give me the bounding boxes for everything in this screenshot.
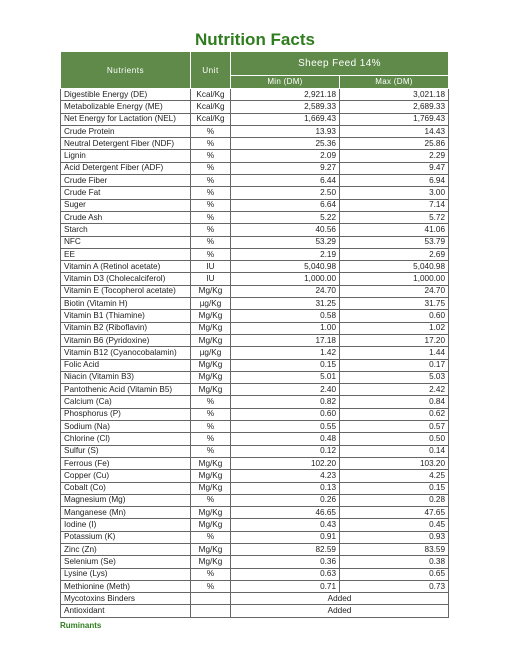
max-header: Max (DM) <box>340 75 449 88</box>
min-value: 102.20 <box>231 457 340 469</box>
table-row <box>61 519 449 531</box>
max-value: 0.57 <box>340 421 449 433</box>
nutrient-name: Crude Fiber <box>61 175 191 187</box>
table-row <box>61 199 449 211</box>
nutrient-unit: % <box>191 421 231 433</box>
table-row <box>61 580 449 592</box>
nutrient-unit: Mg/Kg <box>191 371 231 383</box>
min-value: 25.36 <box>231 138 340 150</box>
max-value: 17.20 <box>340 334 449 346</box>
nutrient-name: EE <box>61 248 191 260</box>
max-value: 103.20 <box>340 457 449 469</box>
max-value: 24.70 <box>340 285 449 297</box>
max-value: 3,021.18 <box>340 89 449 101</box>
nutrient-unit: IU <box>191 273 231 285</box>
min-value: 5,040.98 <box>231 261 340 273</box>
min-value: 0.12 <box>231 445 340 457</box>
min-value: 2.40 <box>231 384 340 396</box>
table-row <box>61 556 449 568</box>
max-value: 2.69 <box>340 248 449 260</box>
table-row <box>61 248 449 260</box>
nutrient-name: Vitamin B6 (Pyridoxine) <box>61 334 191 346</box>
nutrient-unit: Mg/Kg <box>191 470 231 482</box>
table-row <box>61 482 449 494</box>
min-value: 0.15 <box>231 359 340 371</box>
table-row <box>61 322 449 334</box>
max-value: 0.45 <box>340 519 449 531</box>
nutrient-unit: Mg/Kg <box>191 556 231 568</box>
max-value: 0.62 <box>340 408 449 420</box>
nutrient-name: Crude Ash <box>61 211 191 223</box>
nutrient-unit: Kcal/Kg <box>191 113 231 125</box>
min-value: 2.19 <box>231 248 340 260</box>
nutrient-name: Vitamin A (Retinol acetate) <box>61 261 191 273</box>
max-value: 31.75 <box>340 298 449 310</box>
max-value: 53.79 <box>340 236 449 248</box>
max-value: 2.42 <box>340 384 449 396</box>
max-value: 25.86 <box>340 138 449 150</box>
table-row <box>61 101 449 113</box>
nutrient-name: Pantothenic Acid (Vitamin B5) <box>61 384 191 396</box>
min-value: 1,669.43 <box>231 113 340 125</box>
nutrient-unit: Mg/Kg <box>191 322 231 334</box>
nutrient-name: Iodine (I) <box>61 519 191 531</box>
min-value: 0.13 <box>231 482 340 494</box>
max-value: 41.06 <box>340 224 449 236</box>
table-row <box>61 125 449 137</box>
max-value: 0.17 <box>340 359 449 371</box>
table-row <box>61 187 449 199</box>
nutrient-name: Vitamin B1 (Thiamine) <box>61 310 191 322</box>
max-value: 5.03 <box>340 371 449 383</box>
table-row <box>61 162 449 174</box>
table-header <box>61 52 449 89</box>
table-row <box>61 89 449 101</box>
nutrient-name: Vitamin D3 (Cholecalciferol) <box>61 273 191 285</box>
max-value: 0.15 <box>340 482 449 494</box>
nutrient-unit: % <box>191 187 231 199</box>
table-row <box>61 150 449 162</box>
max-value: 0.60 <box>340 310 449 322</box>
max-value: 6.94 <box>340 175 449 187</box>
nutrient-unit: IU <box>191 261 231 273</box>
max-value: 0.50 <box>340 433 449 445</box>
min-value: 53.29 <box>231 236 340 248</box>
nutrient-unit: Kcal/Kg <box>191 89 231 101</box>
nutrient-name: Folic Acid <box>61 359 191 371</box>
max-value: 4.25 <box>340 470 449 482</box>
additive-unit <box>191 605 231 617</box>
nutrient-unit: Mg/Kg <box>191 519 231 531</box>
nutrient-unit: Mg/Kg <box>191 359 231 371</box>
max-value: 3.00 <box>340 187 449 199</box>
min-value: 1.00 <box>231 322 340 334</box>
table-row <box>61 113 449 125</box>
max-value: 0.14 <box>340 445 449 457</box>
min-value: 0.82 <box>231 396 340 408</box>
min-value: 0.63 <box>231 568 340 580</box>
nutrient-name: Suger <box>61 199 191 211</box>
max-value: 14.43 <box>340 125 449 137</box>
nutrient-unit: Mg/Kg <box>191 285 231 297</box>
max-value: 1.44 <box>340 347 449 359</box>
max-value: 0.93 <box>340 531 449 543</box>
table-row <box>61 445 449 457</box>
min-value: 2,921.18 <box>231 89 340 101</box>
table-row <box>61 433 449 445</box>
nutrients-header: Nutrients <box>61 52 191 89</box>
nutrient-unit: % <box>191 236 231 248</box>
nutrient-name: Zinc (Zn) <box>61 543 191 555</box>
min-value: 6.44 <box>231 175 340 187</box>
nutrient-unit: % <box>191 224 231 236</box>
nutrient-name: Vitamin E (Tocopherol acetate) <box>61 285 191 297</box>
nutrient-unit: % <box>191 568 231 580</box>
max-value: 7.14 <box>340 199 449 211</box>
table-body <box>61 89 449 618</box>
min-value: 4.23 <box>231 470 340 482</box>
min-value: 31.25 <box>231 298 340 310</box>
nutrient-unit: % <box>191 433 231 445</box>
nutrient-unit: % <box>191 162 231 174</box>
table-row <box>61 543 449 555</box>
feed-header: Sheep Feed 14% <box>231 52 449 76</box>
table-row <box>61 568 449 580</box>
max-value: 1,769.43 <box>340 113 449 125</box>
table-row <box>61 531 449 543</box>
table-row <box>61 396 449 408</box>
min-value: 0.91 <box>231 531 340 543</box>
nutrient-unit: Mg/Kg <box>191 543 231 555</box>
table-row <box>61 236 449 248</box>
nutrient-name: Crude Protein <box>61 125 191 137</box>
table-row <box>61 470 449 482</box>
nutrient-unit: % <box>191 531 231 543</box>
min-value: 5.22 <box>231 211 340 223</box>
min-value: 0.48 <box>231 433 340 445</box>
nutrient-unit: Mg/Kg <box>191 334 231 346</box>
nutrient-unit: % <box>191 445 231 457</box>
min-value: 0.26 <box>231 494 340 506</box>
nutrient-name: Ferrous (Fe) <box>61 457 191 469</box>
max-value: 1.02 <box>340 322 449 334</box>
nutrient-name: Neutral Detergent Fiber (NDF) <box>61 138 191 150</box>
max-value: 9.47 <box>340 162 449 174</box>
additive-row <box>61 605 449 617</box>
min-value: 2.09 <box>231 150 340 162</box>
nutrient-unit: % <box>191 408 231 420</box>
additive-value: Added <box>231 605 449 617</box>
nutrient-name: Calcium (Ca) <box>61 396 191 408</box>
max-value: 0.73 <box>340 580 449 592</box>
footer-label: Ruminants <box>60 621 102 630</box>
min-value: 0.58 <box>231 310 340 322</box>
table-row <box>61 334 449 346</box>
nutrient-name: Lignin <box>61 150 191 162</box>
max-value: 0.38 <box>340 556 449 568</box>
max-value: 2,689.33 <box>340 101 449 113</box>
max-value: 5.72 <box>340 211 449 223</box>
nutrient-name: Selenium (Se) <box>61 556 191 568</box>
nutrient-name: Copper (Cu) <box>61 470 191 482</box>
nutrient-name: Digestible Energy (DE) <box>61 89 191 101</box>
nutrient-unit: % <box>191 199 231 211</box>
min-value: 0.71 <box>231 580 340 592</box>
nutrient-name: Vitamin B12 (Cyanocobalamin) <box>61 347 191 359</box>
nutrient-unit: Kcal/Kg <box>191 101 231 113</box>
nutrient-name: Metabolizable Energy (ME) <box>61 101 191 113</box>
nutrient-unit: % <box>191 211 231 223</box>
max-value: 0.84 <box>340 396 449 408</box>
nutrient-unit: µg/Kg <box>191 347 231 359</box>
nutrient-name: Manganese (Mn) <box>61 507 191 519</box>
nutrition-table <box>60 51 449 618</box>
min-value: 2,589.33 <box>231 101 340 113</box>
nutrient-name: Acid Detergent Fiber (ADF) <box>61 162 191 174</box>
table-row <box>61 359 449 371</box>
additive-unit <box>191 593 231 605</box>
table-row <box>61 347 449 359</box>
additive-value: Added <box>231 593 449 605</box>
table-row <box>61 224 449 236</box>
nutrient-unit: Mg/Kg <box>191 507 231 519</box>
table-row <box>61 507 449 519</box>
nutrient-name: Vitamin B2 (Riboflavin) <box>61 322 191 334</box>
table-row <box>61 138 449 150</box>
min-value: 13.93 <box>231 125 340 137</box>
nutrient-unit: % <box>191 494 231 506</box>
table-row <box>61 408 449 420</box>
nutrient-unit: % <box>191 580 231 592</box>
nutrient-unit: Mg/Kg <box>191 482 231 494</box>
min-value: 1.42 <box>231 347 340 359</box>
nutrient-unit: % <box>191 125 231 137</box>
nutrient-unit: % <box>191 175 231 187</box>
page-title: Nutrition Facts <box>195 30 315 49</box>
nutrient-name: Sodium (Na) <box>61 421 191 433</box>
nutrient-name: Chlorine (Cl) <box>61 433 191 445</box>
max-value: 83.59 <box>340 543 449 555</box>
nutrient-name: Crude Fat <box>61 187 191 199</box>
table-row <box>61 310 449 322</box>
min-value: 24.70 <box>231 285 340 297</box>
additive-name: Antioxidant <box>61 605 191 617</box>
nutrient-name: NFC <box>61 236 191 248</box>
min-value: 9.27 <box>231 162 340 174</box>
nutrient-unit: % <box>191 150 231 162</box>
table-row <box>61 494 449 506</box>
nutrient-name: Net Energy for Lactation (NEL) <box>61 113 191 125</box>
min-value: 17.18 <box>231 334 340 346</box>
max-value: 5,040.98 <box>340 261 449 273</box>
table-row <box>61 211 449 223</box>
additive-name: Mycotoxins Binders <box>61 593 191 605</box>
additive-row <box>61 593 449 605</box>
min-value: 46.65 <box>231 507 340 519</box>
table-row <box>61 421 449 433</box>
min-value: 5.01 <box>231 371 340 383</box>
nutrient-name: Potassium (K) <box>61 531 191 543</box>
nutrient-name: Sulfur (S) <box>61 445 191 457</box>
unit-header: Unit <box>191 52 231 89</box>
min-value: 6.64 <box>231 199 340 211</box>
table-row <box>61 261 449 273</box>
max-value: 2.29 <box>340 150 449 162</box>
nutrient-unit: % <box>191 138 231 150</box>
nutrient-name: Lysine (Lys) <box>61 568 191 580</box>
nutrient-unit: Mg/Kg <box>191 384 231 396</box>
max-value: 0.28 <box>340 494 449 506</box>
nutrient-name: Phosphorus (P) <box>61 408 191 420</box>
max-value: 0.65 <box>340 568 449 580</box>
table-row <box>61 298 449 310</box>
table-row <box>61 384 449 396</box>
nutrient-name: Methionine (Meth) <box>61 580 191 592</box>
nutrient-unit: Mg/Kg <box>191 310 231 322</box>
table-row <box>61 285 449 297</box>
min-value: 0.36 <box>231 556 340 568</box>
nutrient-name: Niacin (Vitamin B3) <box>61 371 191 383</box>
min-value: 2.50 <box>231 187 340 199</box>
min-value: 82.59 <box>231 543 340 555</box>
table-row <box>61 457 449 469</box>
nutrient-name: Starch <box>61 224 191 236</box>
min-value: 0.60 <box>231 408 340 420</box>
min-value: 1,000.00 <box>231 273 340 285</box>
nutrient-unit: µg/Kg <box>191 298 231 310</box>
nutrient-name: Biotin (Vitamin H) <box>61 298 191 310</box>
max-value: 47.65 <box>340 507 449 519</box>
max-value: 1,000.00 <box>340 273 449 285</box>
table-row <box>61 273 449 285</box>
nutrient-unit: Mg/Kg <box>191 457 231 469</box>
nutrient-name: Cobalt (Co) <box>61 482 191 494</box>
nutrient-name: Magnesium (Mg) <box>61 494 191 506</box>
table-row <box>61 175 449 187</box>
min-value: 0.43 <box>231 519 340 531</box>
min-header: Min (DM) <box>231 75 340 88</box>
table-row <box>61 371 449 383</box>
nutrient-unit: % <box>191 248 231 260</box>
min-value: 40.56 <box>231 224 340 236</box>
min-value: 0.55 <box>231 421 340 433</box>
nutrient-unit: % <box>191 396 231 408</box>
